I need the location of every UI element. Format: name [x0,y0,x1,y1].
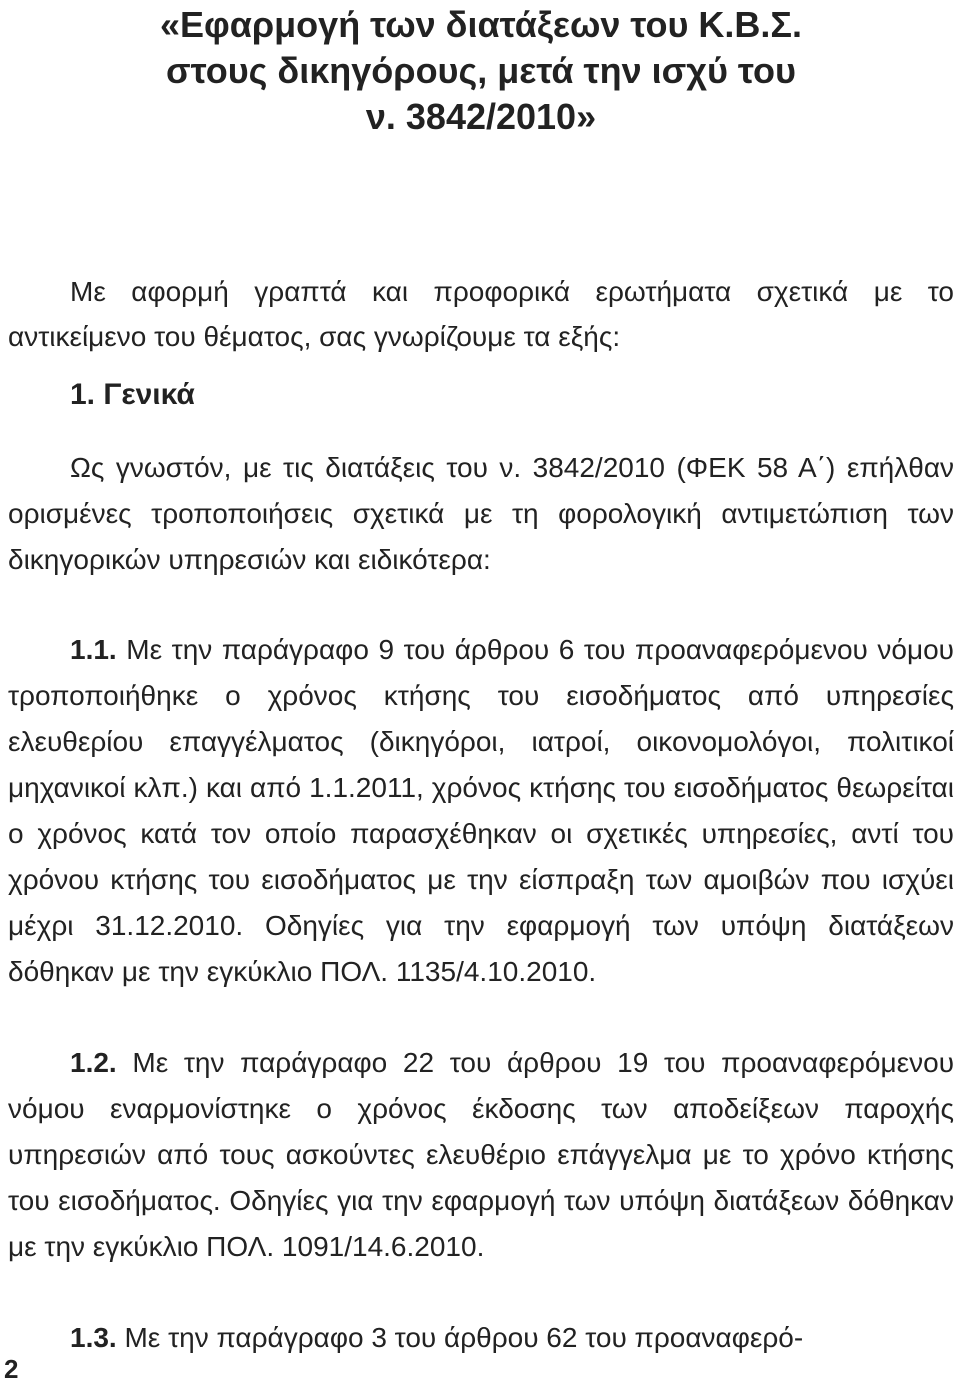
title-line-2: στους δικηγόρους, μετά την ισχύ του [166,50,796,91]
paragraph-number: 1.2. [70,1047,117,1078]
paragraph-1-2 [8,1040,954,1270]
title-line-3: ν. 3842/2010» [365,96,597,137]
general-paragraph: Ως γνωστόν, με τις διατάξεις του ν. 3842/2010 (ΦΕΚ 58 Α΄) επήλθαν ορισμένες τροποποιήσεις σχετικά με τη φορολογική αντιμετώπιση των δικηγορικών υπηρεσιών και ειδικότερα: [8,452,954,575]
title-line-1: «Εφαρμογή των διατάξεων του Κ.Β.Σ. [159,4,803,45]
section-heading: 1. Γενικά [70,378,195,411]
paragraph-number: 1.3. [70,1322,117,1353]
paragraph-number: 1.1. [70,634,117,665]
intro-paragraph: Με αφορμή γραπτά και προφορικά ερωτήματα σχετικά με το αντικείμενο του θέματος, σας γνωρίζουμε τα εξής: [8,276,954,352]
paragraph-text: Με την παράγραφο 9 του άρθρου 6 του προαναφερόμενου νόμου τροποποιήθηκε ο χρόνος κτήσης του εισοδήματος από υπηρεσίες ελευθερίου επαγγέλματος (δικηγόροι, ιατροί, οικονομολόγοι, πολιτικοί μηχανικοί κλπ.) και από 1.1.2011, χρόνος κτήσης του εισοδήματος θεωρείται ο χρόνος κατά τον οποίο παρασχέθηκαν οι σχετικές υπηρεσίες, αντί του χρόνου κτήσης του εισοδήματος με την είσπραξη των αμοιβών που ισχύει μέχρι 31.12.2010. Οδηγίες για την εφαρμογή των υπόψη διατάξεων δόθηκαν με την εγκύκλιο ΠΟΛ. 1135/4.10.2010. [8,634,954,987]
document-page [8,0,954,1361]
paragraph-1-3 [8,1315,954,1361]
paragraph-1-1 [8,627,954,995]
paragraph-text: Με την παράγραφο 22 του άρθρου 19 του προαναφερόμενου νόμου εναρμονίστηκε ο χρόνος έκδοσης των αποδείξεων παροχής υπηρεσιών από τους ασκούντες ελευθέριο επάγγελμα με το χρόνο κτήσης του εισοδήματος. Οδηγίες για την εφαρμογή των υπόψη διατάξεων δόθηκαν με την εγκύκλιο ΠΟΛ. 1091/14.6.2010. [8,1047,955,1262]
page-number: 2 [4,1354,19,1384]
document-title [8,2,954,140]
paragraph-text: Με την παράγραφο 3 του άρθρου 62 του προαναφερό- [124,1322,804,1353]
